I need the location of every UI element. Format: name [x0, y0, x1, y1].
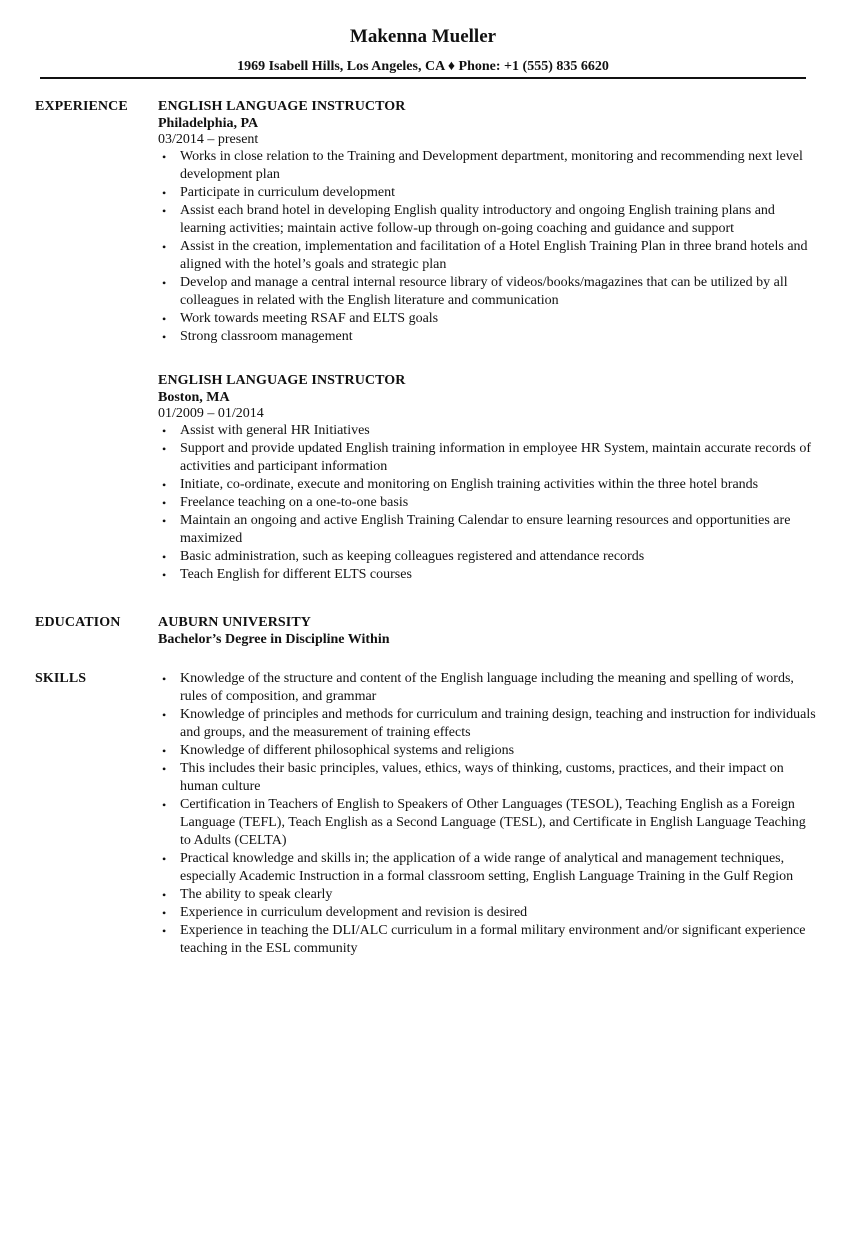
bullet-icon: •: [162, 762, 167, 776]
bullet-icon: •: [162, 204, 167, 218]
bullet-icon: •: [162, 906, 167, 920]
bullet-text: Experience in curriculum development and revision is desired: [180, 905, 528, 920]
list-item: [158, 796, 818, 850]
list-item: [158, 548, 818, 566]
list-item: [158, 148, 818, 184]
bullet-text: Teach English for different ELTS courses: [180, 567, 412, 582]
list-item: [158, 850, 818, 886]
bullet-text: Maintain an ongoing and active English Training Calendar to ensure learning resources and opportunities are maximized: [180, 513, 791, 546]
experience-section-label: EXPERIENCE: [35, 99, 128, 114]
bullet-text: Strong classroom management: [180, 329, 353, 344]
bullet-text: Freelance teaching on a one-to-one basis: [180, 495, 409, 510]
bullet-icon: •: [162, 798, 167, 812]
job-entry-1: [158, 98, 818, 346]
bullet-text: Assist with general HR Initiatives: [180, 423, 370, 438]
skills-section-label: SKILLS: [35, 671, 87, 686]
bullet-icon: •: [162, 150, 167, 164]
list-item: [158, 742, 818, 760]
job-bullets: [158, 422, 818, 584]
bullet-icon: •: [162, 672, 167, 686]
bullet-icon: •: [162, 568, 167, 582]
contact-line: 1969 Isabell Hills, Los Angeles, CA ♦ Phone: +1 (555) 835 6620: [237, 59, 609, 74]
bullet-text: The ability to speak clearly: [180, 887, 333, 902]
list-item: [158, 476, 818, 494]
header-divider: [40, 77, 806, 79]
bullet-text: Initiate, co-ordinate, execute and monitoring on English training activities within the three hotel brands: [180, 477, 759, 492]
list-item: [158, 440, 818, 476]
bullet-icon: •: [162, 924, 167, 938]
list-item: [158, 512, 818, 548]
bullet-icon: •: [162, 240, 167, 254]
bullet-icon: •: [162, 312, 167, 326]
bullet-icon: •: [162, 186, 167, 200]
bullet-icon: •: [162, 550, 167, 564]
job-title: ENGLISH LANGUAGE INSTRUCTOR: [158, 373, 406, 388]
list-item: [158, 670, 818, 706]
list-item: [158, 706, 818, 742]
job-location: Boston, MA: [158, 390, 230, 405]
bullet-text: Basic administration, such as keeping colleagues registered and attendance records: [180, 549, 645, 564]
bullet-icon: •: [162, 514, 167, 528]
bullet-icon: •: [162, 330, 167, 344]
bullet-icon: •: [162, 496, 167, 510]
school-name: AUBURN UNIVERSITY: [158, 615, 311, 630]
skills-bullets: [158, 670, 818, 958]
bullet-text: Participate in curriculum development: [180, 185, 395, 200]
bullet-text: Assist in the creation, implementation and facilitation of a Hotel English Training Plan in three brand hotels and aligned with the hotel’s goals and strategic plan: [180, 239, 808, 272]
job-entry-2: [158, 372, 818, 584]
bullet-icon: •: [162, 852, 167, 866]
bullet-icon: •: [162, 442, 167, 456]
education-entry: [158, 614, 818, 648]
list-item: [158, 422, 818, 440]
bullet-text: Work towards meeting RSAF and ELTS goals: [180, 311, 439, 326]
list-item: [158, 274, 818, 310]
list-item: [158, 202, 818, 238]
bullet-text: Certification in Teachers of English to Speakers of Other Languages (TESOL), Teaching English as a Foreign Language (TEFL), Teach English as a Second Language (TESL), and Certificate in English Language Teaching to Adults (CELTA): [180, 797, 806, 848]
list-item: [158, 922, 818, 958]
job-dates: 01/2009 – 01/2014: [158, 406, 264, 421]
bullet-text: Assist each brand hotel in developing English quality introductory and ongoing English training plans and learning activities; maintain active follow-up through on-going coaching and guidance and support: [180, 203, 775, 236]
list-item: [158, 494, 818, 512]
list-item: [158, 886, 818, 904]
skills-entry: [158, 670, 818, 958]
bullet-text: Works in close relation to the Training and Development department, monitoring and recommending next level development plan: [180, 149, 803, 182]
bullet-icon: •: [162, 888, 167, 902]
job-title: ENGLISH LANGUAGE INSTRUCTOR: [158, 99, 406, 114]
list-item: [158, 184, 818, 202]
bullet-icon: •: [162, 424, 167, 438]
education-section-label: EDUCATION: [35, 615, 121, 630]
bullet-icon: •: [162, 478, 167, 492]
list-item: [158, 310, 818, 328]
job-bullets: [158, 148, 818, 346]
bullet-icon: •: [162, 276, 167, 290]
list-item: [158, 238, 818, 274]
bullet-icon: •: [162, 744, 167, 758]
list-item: [158, 328, 818, 346]
bullet-text: Knowledge of different philosophical systems and religions: [180, 743, 515, 758]
bullet-text: Develop and manage a central internal resource library of videos/books/magazines that can be utilized by all colleagues in related with the English literature and communication: [180, 275, 788, 308]
job-location: Philadelphia, PA: [158, 116, 259, 131]
list-item: [158, 904, 818, 922]
candidate-name: Makenna Mueller: [349, 26, 497, 47]
bullet-text: Support and provide updated English training information in employee HR System, maintain accurate records of activities and participant information: [180, 441, 812, 474]
bullet-icon: •: [162, 708, 167, 722]
bullet-text: Knowledge of principles and methods for curriculum and training design, teaching and instruction for individuals and groups, and the measurement of training effects: [180, 707, 816, 740]
degree: Bachelor’s Degree in Discipline Within: [158, 632, 390, 647]
bullet-text: Knowledge of the structure and content of the English language including the meaning and spelling of words, rules of composition, and grammar: [180, 671, 794, 704]
bullet-text: This includes their basic principles, values, ethics, ways of thinking, customs, practices, and their impact on human culture: [180, 761, 784, 794]
list-item: [158, 566, 818, 584]
bullet-text: Experience in teaching the DLI/ALC curriculum in a formal military environment and/or significant experience teaching in the ESL community: [180, 923, 806, 956]
job-dates: 03/2014 – present: [158, 132, 259, 147]
list-item: [158, 760, 818, 796]
bullet-text: Practical knowledge and skills in; the application of a wide range of analytical and management techniques, especially Academic Instruction in a formal classroom setting, English Language Training in the Gulf Region: [180, 851, 794, 884]
